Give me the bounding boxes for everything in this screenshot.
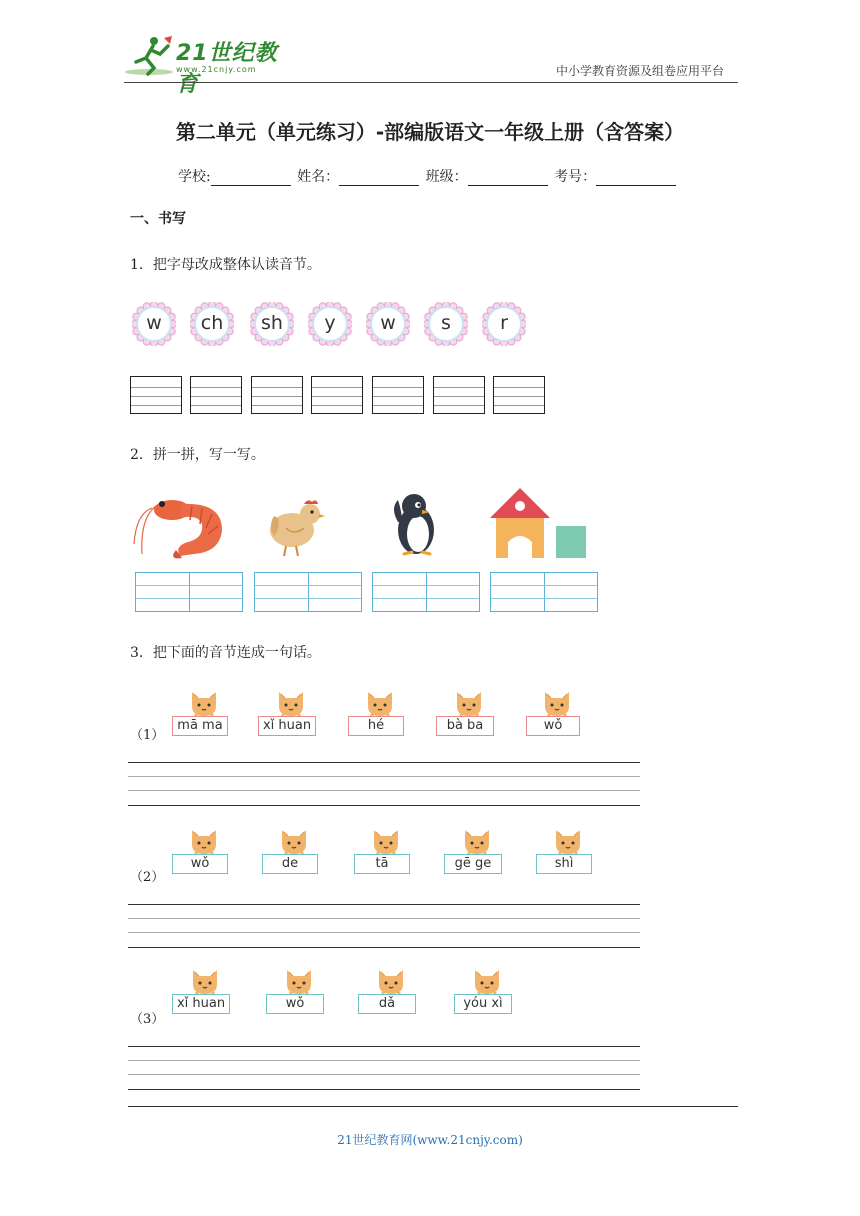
question-1: 1．把字母改成整体认读音节。 — [130, 257, 321, 273]
name-label: 姓名： — [297, 169, 340, 185]
syllable-card[interactable] — [444, 826, 502, 874]
letter-flower — [482, 302, 526, 346]
flower-letter: w — [146, 312, 162, 334]
header-divider — [124, 82, 738, 83]
page-title: 第二单元（单元练习）-部编版语文一年级上册（含答案） — [175, 120, 685, 144]
name-blank[interactable] — [339, 171, 419, 186]
syllable-label: wǒ — [172, 854, 228, 874]
syllable-card[interactable] — [354, 826, 410, 874]
cat-icon — [186, 826, 222, 856]
syllable-card[interactable] — [172, 826, 228, 874]
runner-logo-icon — [124, 34, 174, 78]
syllable-card[interactable] — [358, 966, 416, 1014]
syllable-card[interactable] — [454, 966, 512, 1014]
syllable-label: tā — [354, 854, 410, 874]
exam-number-blank[interactable] — [596, 171, 676, 186]
four-line-box[interactable] — [130, 376, 182, 414]
class-blank[interactable] — [468, 171, 548, 186]
syllable-label: xǐ huan — [258, 716, 316, 736]
question-2: 2．拼一拼，写一写。 — [130, 447, 265, 463]
letter-flower — [308, 302, 352, 346]
writing-lines[interactable] — [128, 1046, 640, 1090]
syllable-card[interactable] — [526, 688, 580, 736]
school-label: 学校: — [178, 169, 211, 185]
letter-flower — [132, 302, 176, 346]
syllable-label: shì — [536, 854, 592, 874]
site-logo — [124, 34, 294, 97]
letter-flower — [424, 302, 468, 346]
cat-icon — [550, 826, 586, 856]
flower-letter: ch — [200, 312, 224, 334]
syllable-label: mā ma — [172, 716, 228, 736]
flower-letter: sh — [261, 312, 283, 334]
tian-grid-box[interactable] — [490, 572, 598, 612]
hen-icon — [264, 496, 326, 558]
syllable-label: gē ge — [444, 854, 502, 874]
cat-icon — [451, 688, 487, 718]
cat-icon — [281, 966, 317, 996]
exam-number-label: 考号： — [554, 169, 597, 185]
letter-flower — [190, 302, 234, 346]
letter-flower — [366, 302, 410, 346]
tian-grid-box[interactable] — [254, 572, 362, 612]
four-line-box[interactable] — [493, 376, 545, 414]
syllable-card[interactable] — [266, 966, 324, 1014]
cat-icon — [373, 966, 409, 996]
cat-icon — [186, 688, 222, 718]
four-line-box[interactable] — [433, 376, 485, 414]
tian-grid-box[interactable] — [135, 572, 243, 612]
cat-icon — [276, 826, 312, 856]
syllable-label: hé — [348, 716, 404, 736]
writing-lines[interactable] — [128, 762, 640, 806]
cat-icon — [469, 966, 505, 996]
flower-letter: w — [380, 312, 396, 334]
cat-icon — [362, 688, 398, 718]
syllable-label: de — [262, 854, 318, 874]
cat-icon — [459, 826, 495, 856]
platform-label: 中小学教育资源及组卷应用平台 — [555, 64, 724, 78]
syllable-label: yóu xì — [454, 994, 512, 1014]
letter-flower — [250, 302, 294, 346]
shrimp-icon — [132, 494, 228, 560]
four-line-box[interactable] — [190, 376, 242, 414]
penguin-icon — [388, 492, 444, 558]
class-label: 班级： — [425, 169, 468, 185]
syllable-card[interactable] — [172, 966, 230, 1014]
cat-icon — [187, 966, 223, 996]
group-number: （2） — [130, 870, 165, 885]
syllable-card[interactable] — [262, 826, 318, 874]
footer-divider — [128, 1106, 738, 1107]
syllable-card[interactable] — [536, 826, 592, 874]
flower-letter: r — [500, 312, 508, 334]
question-3: 3．把下面的音节连成一句话。 — [130, 645, 321, 661]
logo-text: 21世纪教育 — [176, 41, 278, 97]
four-line-box[interactable] — [372, 376, 424, 414]
syllable-card[interactable] — [258, 688, 316, 736]
syllable-card[interactable] — [436, 688, 494, 736]
writing-lines[interactable] — [128, 904, 640, 948]
section-heading: 一、书写 — [130, 211, 186, 227]
group-number: （1） — [130, 728, 165, 743]
syllable-card[interactable] — [172, 688, 228, 736]
syllable-card[interactable] — [348, 688, 404, 736]
logo-url: www.21cnjy.com — [176, 65, 257, 74]
flower-letter: s — [441, 312, 451, 334]
tian-grid-box[interactable] — [372, 572, 480, 612]
four-line-box[interactable] — [251, 376, 303, 414]
footer-text[interactable]: 21世纪教育网(www.21cnjy.com) — [337, 1133, 523, 1147]
flower-letter: y — [324, 312, 336, 334]
syllable-label: wǒ — [266, 994, 324, 1014]
syllable-label: dǎ — [358, 994, 416, 1014]
house-block-icon — [488, 486, 588, 558]
syllable-label: bà ba — [436, 716, 494, 736]
cat-icon — [273, 688, 309, 718]
cat-icon — [539, 688, 575, 718]
syllable-label: xǐ huan — [172, 994, 230, 1014]
group-number: （3） — [130, 1012, 165, 1027]
student-info — [178, 166, 678, 186]
four-line-box[interactable] — [311, 376, 363, 414]
school-blank[interactable] — [211, 171, 291, 186]
syllable-label: wǒ — [526, 716, 580, 736]
cat-icon — [368, 826, 404, 856]
